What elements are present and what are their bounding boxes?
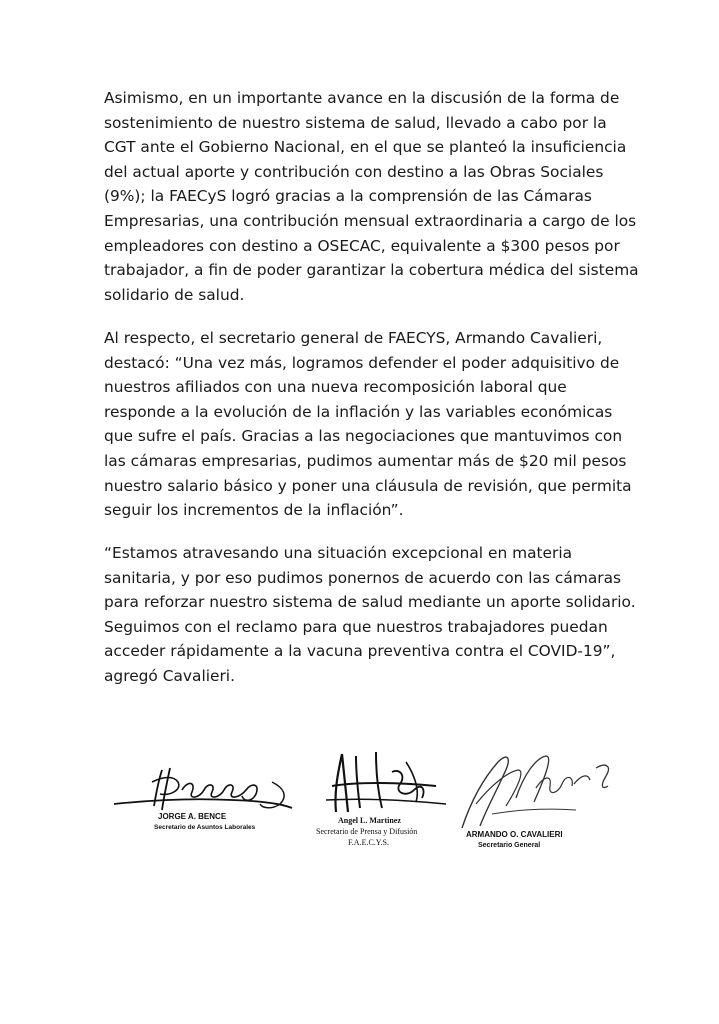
text-line: trabajador, a fin de poder garantizar la cobertura médica del sistema (104, 261, 639, 280)
text-line: las cámaras empresarias, pudimos aumentar más de $20 mil pesos (104, 451, 627, 470)
text-line: responde a la evolución de la inflación y las variables económicas (104, 402, 613, 421)
paragraph-health-contribution (104, 86, 644, 307)
text-line: Al respecto, el secretario general de FAECYS, Armando Cavalieri, (104, 329, 603, 347)
text-line: del actual aporte y contribución con destino a las Obras Sociales (104, 162, 604, 181)
paragraph-cavalieri-quote (104, 326, 644, 523)
text-line: para reforzar nuestro sistema de salud mediante un aporte solidario. (104, 593, 636, 612)
text-line: nuestros afiliados con una nueva recomposición laboral que (104, 378, 567, 397)
text-line: Empresarias, una contribución mensual extraordinaria a cargo de los (104, 211, 637, 230)
text-line: CGT ante el Gobierno Nacional, en el que se planteó la insuficiencia (104, 138, 627, 157)
signatory-title: Secretario General (478, 842, 541, 849)
signatory-title: Secretario de Prensa y Difusión (316, 827, 418, 836)
text-line: seguir los incrementos de la inflación”. (104, 501, 404, 520)
text-line: nuestro salario básico y poner una cláusula de revisión, que permita (104, 476, 632, 495)
text-line: (9%); la FAECyS logró gracias a la comprensión de las Cámaras (104, 187, 592, 206)
signatory-title: Secretario de Asuntos Laborales (154, 824, 256, 831)
text-line: empleadores con destino a OSECAC, equivalente a $300 pesos por (104, 236, 620, 255)
paragraph-sanitary-situation (104, 541, 644, 689)
signature-bence-image (112, 760, 302, 820)
signature-martinez-image (296, 742, 466, 822)
text-line: solidario de salud. (104, 285, 245, 304)
signatory-name: Angel L. Martinez (338, 816, 401, 825)
text-line: “Estamos atravesando una situación excepcional en materia (104, 544, 573, 562)
text-line: Asimismo, en un importante avance en la discusión de la forma de (104, 89, 620, 107)
text-line: agregó Cavalieri. (104, 666, 235, 685)
signature-cavalieri-image (456, 744, 616, 834)
text-line: acceder rápidamente a la vacuna preventiva contra el COVID-19”, (104, 642, 616, 661)
signature-block-bence (112, 760, 302, 840)
text-line: destacó: “Una vez más, logramos defender el poder adquisitivo de (104, 353, 620, 372)
signature-block-martinez (296, 742, 466, 852)
text-line: que sufre el país. Gracias a las negociaciones que mantuvimos con (104, 427, 623, 446)
signatory-organization: F.A.E.C.Y.S. (348, 838, 390, 847)
text-line: sostenimiento de nuestro sistema de salud, llevado a cabo por la (104, 113, 607, 132)
signatory-name: JORGE A. BENCE (158, 812, 227, 821)
text-line: sanitaria, y por eso pudimos ponernos de acuerdo con las cámaras (104, 568, 622, 587)
signature-block-cavalieri (456, 744, 616, 854)
signatory-name: ARMANDO O. CAVALIERI (466, 830, 563, 839)
text-line: Seguimos con el reclamo para que nuestros trabajadores puedan (104, 617, 608, 636)
